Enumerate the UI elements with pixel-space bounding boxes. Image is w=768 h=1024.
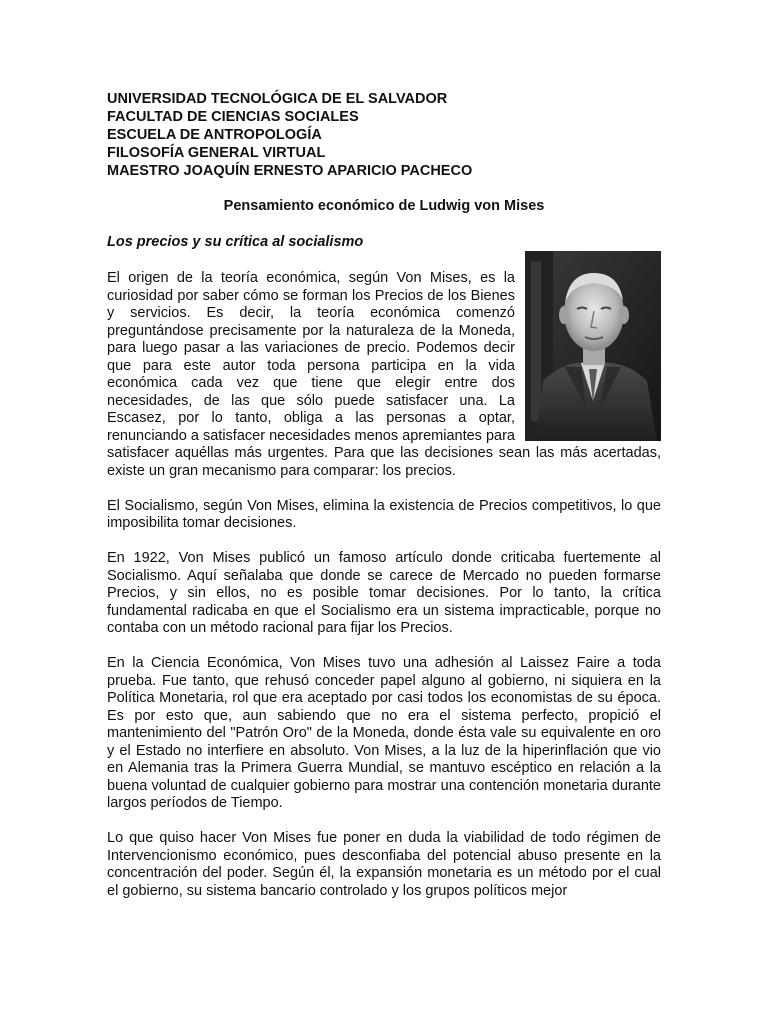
school-name: ESCUELA DE ANTROPOLOGÍA bbox=[107, 127, 322, 143]
paragraph-5: Lo que quiso hacer Von Mises fue poner en duda la viabilidad de todo régimen de Intervencionismo económico, pues desconfiaba del potencial abuso presente en la concentración del poder. Según él, la expansión monetaria es un método por el cual el gobierno, su sistema bancario controlado y los grupos políticos mejor bbox=[107, 830, 661, 899]
course-name: FILOSOFÍA GENERAL VIRTUAL bbox=[107, 145, 326, 161]
portrait-photo-icon bbox=[525, 251, 661, 441]
teacher-name: MAESTRO JOAQUÍN ERNESTO APARICIO PACHECO bbox=[107, 163, 473, 179]
paragraph-4: En la Ciencia Económica, Von Mises tuvo una adhesión al Laissez Faire a toda prueba. Fue tanto, que rehusó conceder papel alguno al gobierno, ni siquiera en la Política Monetaria, rol que era aceptado por casi todos los economistas de su época. Es por esto que, aun sabiendo que no era el sistema perfecto, propició el mantenimiento del "Patrón Oro" de la Moneda, donde ésta vale su equivalente en oro y el Estado no interfiere en absoluto. Von Mises, a la luz de la hiperinflación que vio en Alemania tras la Primera Guerra Mundial, se mantuvo escéptico en relación a la buena voluntad de cualquier gobierno para mostrar una contención monetaria durante largos períodos de Tiempo. bbox=[107, 655, 661, 811]
document-page bbox=[107, 90, 661, 900]
paragraph-2: El Socialismo, según Von Mises, elimina la existencia de Precios competitivos, lo que imposibilita tomar decisiones. bbox=[107, 497, 661, 531]
paragraph-3: En 1922, Von Mises publicó un famoso artículo donde criticaba fuertemente al Socialismo. Aquí señalaba que donde se carece de Mercado no pueden formarse Precios, y sin ellos, no es posible tomar decisiones. Por lo tanto, la crítica fundamental radicaba en que el Socialismo era un sistema impracticable, porque no contaba con un método racional para fijar los Precios. bbox=[107, 550, 661, 636]
document-title: Pensamiento económico de Ludwig von Mises bbox=[223, 198, 545, 214]
portrait-image bbox=[525, 251, 661, 441]
section-heading: Los precios y su crítica al socialismo bbox=[107, 234, 364, 250]
paragraph-1: El origen de la teoría económica, según Von Mises, es la curiosidad por saber cómo se forman los Precios de los Bienes y servicios. Es decir, la teoría económica comenzó preguntándose precisamente por la naturaleza de la Moneda, para luego pasar a las variaciones de precio. Podemos decir que para este autor toda persona participa en la vida económica cada vez que tiene que elegir entre dos necesidades, de las que sólo puede satisfacer una. La Escasez, por lo tanto, obliga a las personas a optar, renunciando a satisfacer necesidades menos apremiantes para satisfacer aquéllas más urgentes. Para que las decisiones sean las más acertadas, existe un gran mecanismo para comparar: los precios. bbox=[107, 270, 661, 479]
university-name: UNIVERSIDAD TECNOLÓGICA DE EL SALVADOR bbox=[107, 91, 448, 107]
faculty-name: FACULTAD DE CIENCIAS SOCIALES bbox=[107, 109, 359, 125]
document-header bbox=[107, 90, 661, 180]
